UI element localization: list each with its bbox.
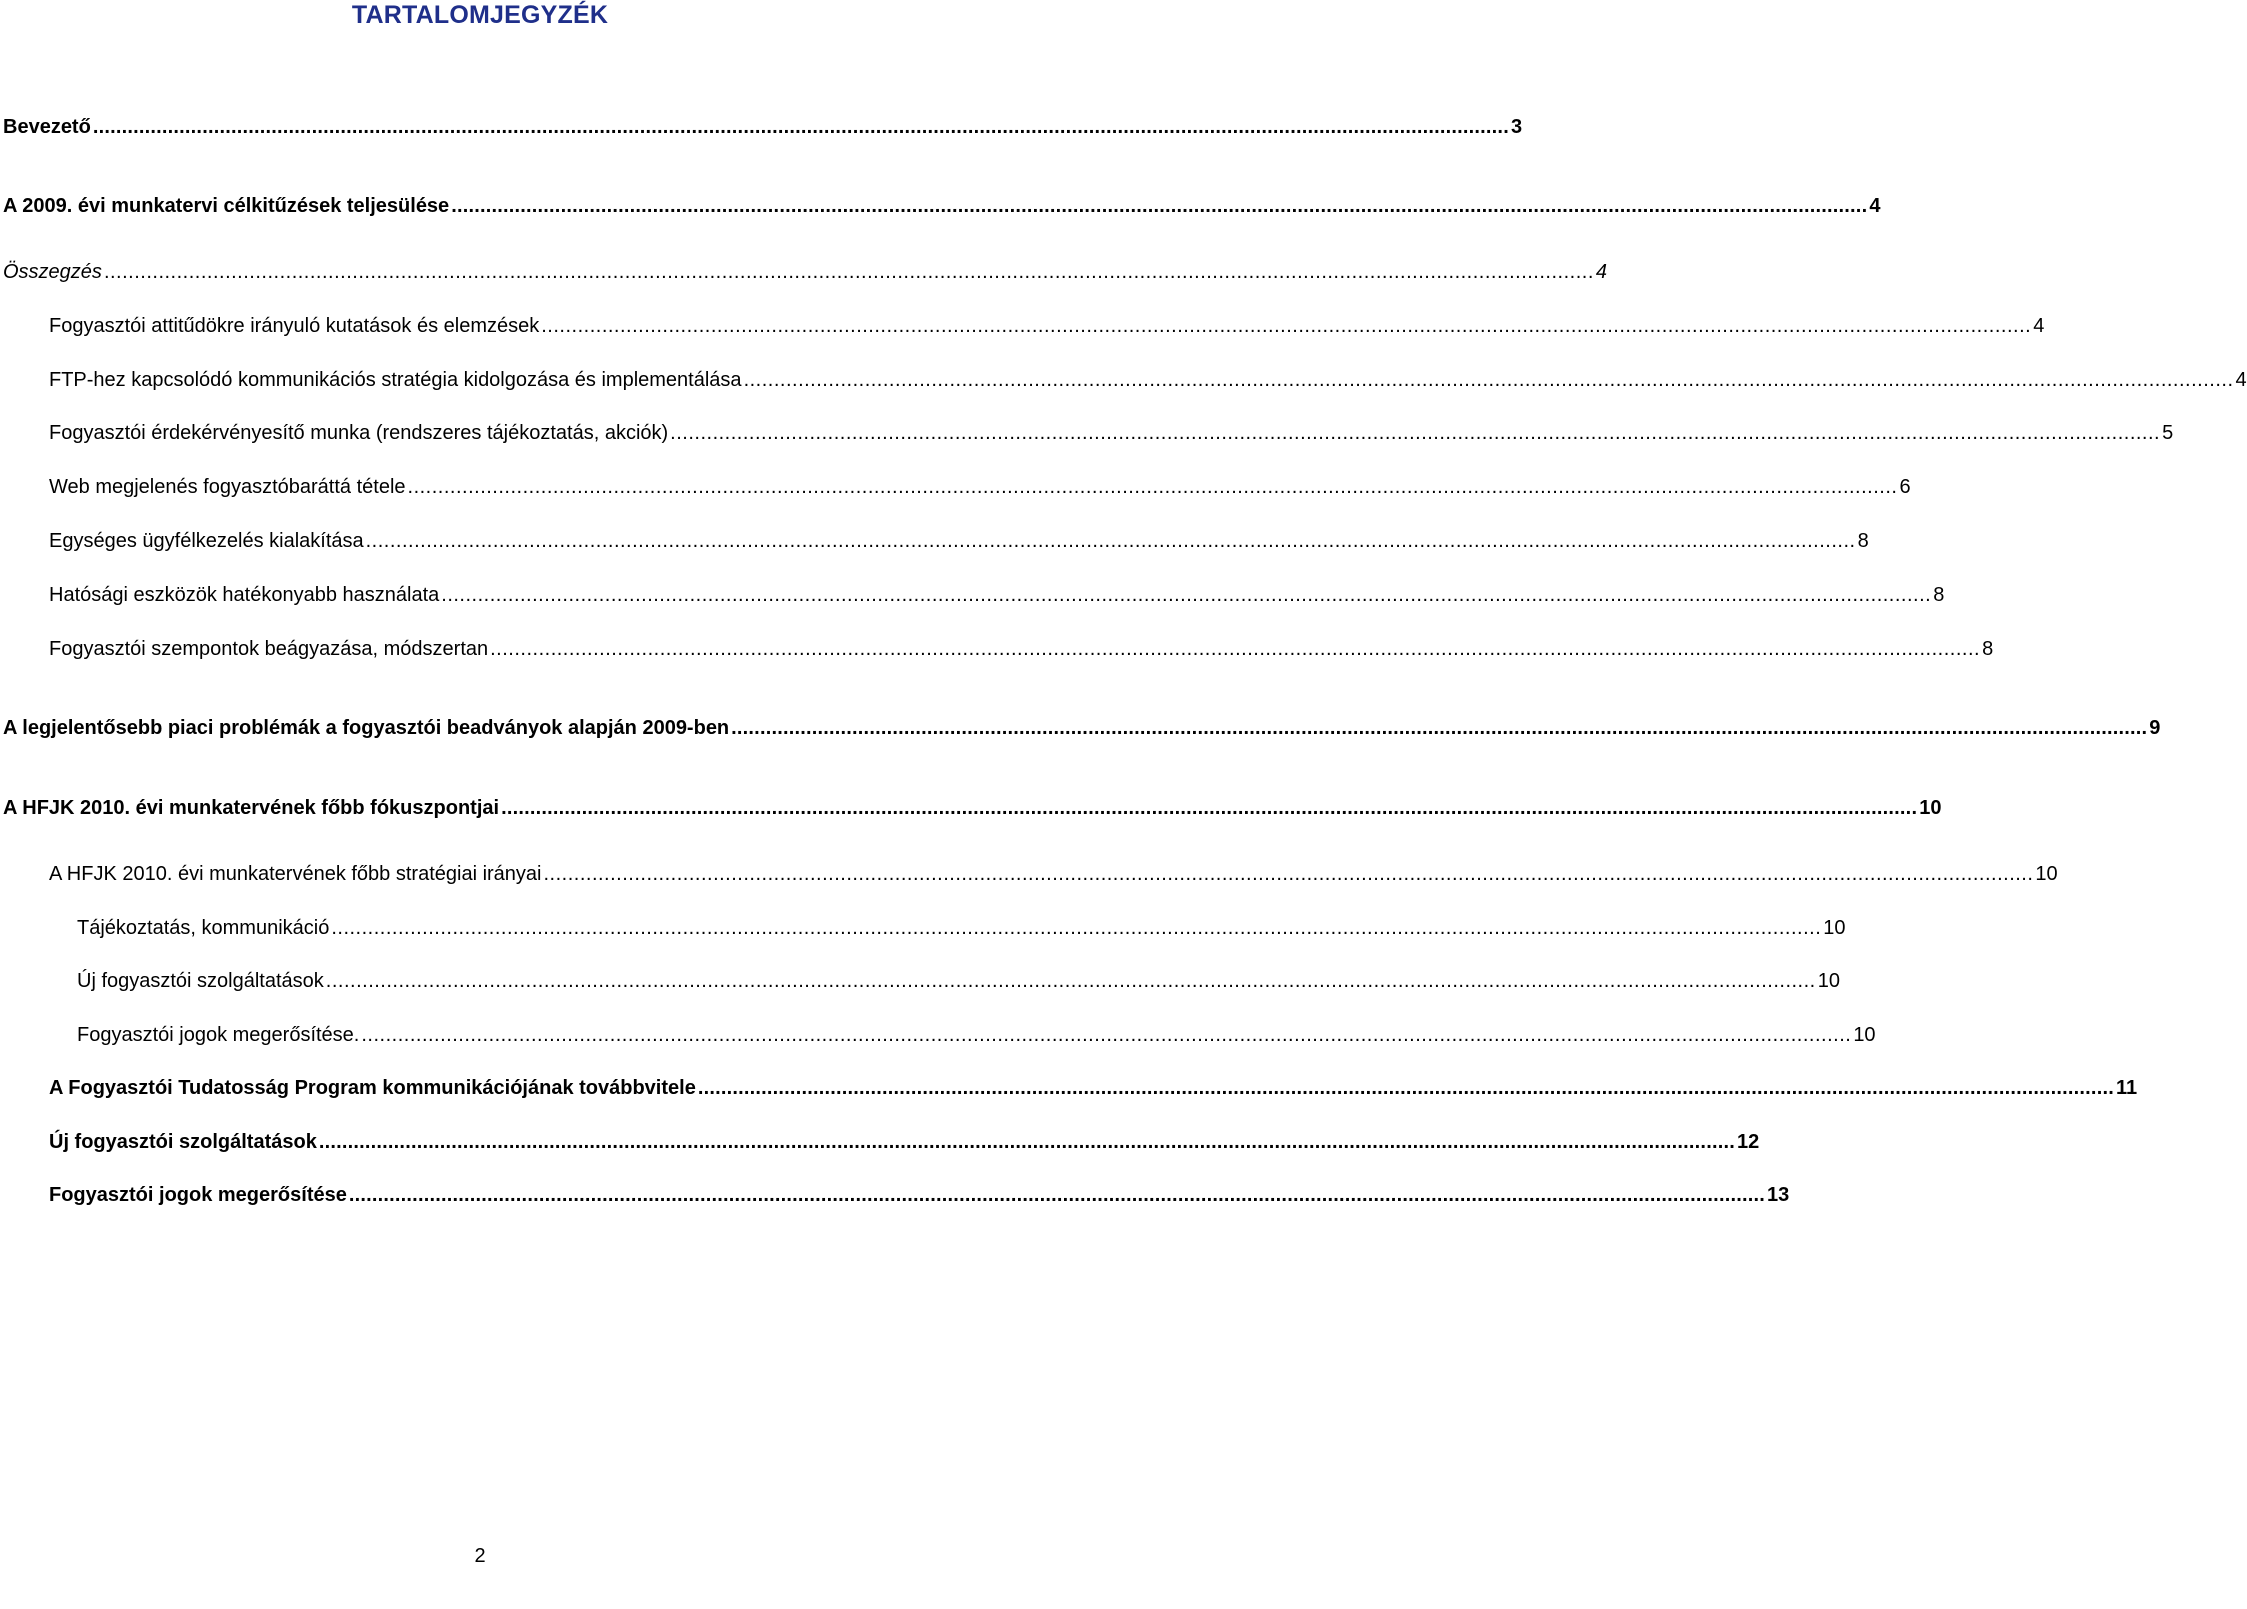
toc-entry-ftp-tovabbvitel[interactable] xyxy=(49,1075,2138,1101)
dot-leader: ...................................................................................................................................................................................................................................................... xyxy=(318,1131,1735,1153)
toc-entry-page: 10 xyxy=(1817,970,1840,992)
dot-leader: ...................................................................................................................................................................................................................................................... xyxy=(348,1184,1765,1206)
toc-entry-page: 12 xyxy=(1736,1131,1760,1153)
toc-entry-text: A HFJK 2010. évi munkatervének főbb fókuszpontjai xyxy=(3,797,500,819)
toc-entry-text: Egységes ügyfélkezelés kialakítása xyxy=(49,530,364,552)
toc-entry-ftp-kommunikacio[interactable] xyxy=(49,367,2247,393)
toc-entry-page: 10 xyxy=(1823,917,1846,939)
dot-leader: ...................................................................................................................................................................................................................................................... xyxy=(103,261,1594,283)
dot-leader: ...................................................................................................................................................................................................................................................... xyxy=(441,584,1932,606)
toc-entry-page: 4 xyxy=(2235,369,2247,391)
toc-entry-page: 11 xyxy=(2115,1077,2138,1099)
dot-leader: ...................................................................................................................................................................................................................................................... xyxy=(697,1077,2114,1099)
toc-entry-page: 6 xyxy=(1899,476,1911,498)
toc-entry-page: 8 xyxy=(1857,530,1869,552)
toc-entry-page: 8 xyxy=(1982,638,1994,660)
dot-leader: ...................................................................................................................................................................................................................................................... xyxy=(325,970,1816,992)
toc-entry-jogok-megerositese[interactable] xyxy=(49,1182,1790,1208)
toc-entry-text: Bevezető xyxy=(3,116,91,138)
toc-title: TARTALOMJEGYZÉK xyxy=(351,1,609,29)
toc-entry-uj-szolgaltatasok-sub[interactable] xyxy=(77,968,1840,994)
toc-entry-text: Fogyasztói jogok megerősítése xyxy=(49,1184,347,1206)
dot-leader: ...................................................................................................................................................................................................................................................... xyxy=(743,369,2234,391)
toc-entry-ugyfelkezeles[interactable] xyxy=(49,528,1869,554)
toc-entry-jogok-megerositese-sub[interactable] xyxy=(77,1022,1876,1048)
toc-entry-uj-szolgaltatasok[interactable] xyxy=(49,1129,1760,1155)
toc-entry-text: Összegzés xyxy=(3,261,102,283)
toc-entry-text: A legjelentősebb piaci problémák a fogyasztói beadványok alapján 2009-ben xyxy=(3,717,730,739)
dot-leader: ...................................................................................................................................................................................................................................................... xyxy=(365,530,1856,552)
toc-entry-tajekoztatas[interactable] xyxy=(77,915,1846,941)
dot-leader: ...................................................................................................................................................................................................................................................... xyxy=(541,315,2032,337)
toc-entry-text: Fogyasztói érdekérvényesítő munka (rendszeres tájékoztatás, akciók) xyxy=(49,422,669,444)
toc-entry-text: FTP-hez kapcsolódó kommunikációs stratégia kidolgozása és implementálása xyxy=(49,369,742,391)
page-number: 2 xyxy=(474,1545,486,1567)
dot-leader: ...................................................................................................................................................................................................................................................... xyxy=(407,476,1898,498)
toc-entry-text: Fogyasztói attitűdökre irányuló kutatások és elemzések xyxy=(49,315,540,337)
toc-entry-text: Új fogyasztói szolgáltatások xyxy=(49,1131,317,1153)
toc-entry-munkatervi-celkituzesek[interactable] xyxy=(3,193,1881,219)
toc-entry-text: A HFJK 2010. évi munkatervének főbb stratégiai irányai xyxy=(49,863,542,885)
toc-entry-osszegzes[interactable] xyxy=(3,259,1607,285)
toc-entry-text: Fogyasztói szempontok beágyazása, módszertan xyxy=(49,638,489,660)
toc-entry-text: Új fogyasztói szolgáltatások xyxy=(77,970,324,992)
dot-leader: ...................................................................................................................................................................................................................................................... xyxy=(361,1024,1852,1046)
toc-entry-page: 4 xyxy=(1595,261,1607,283)
toc-entry-page: 8 xyxy=(1933,584,1945,606)
dot-leader: ...................................................................................................................................................................................................................................................... xyxy=(490,638,1981,660)
toc-entry-text: A Fogyasztói Tudatosság Program kommunikációjának továbbvitele xyxy=(49,1077,696,1099)
toc-entry-page: 4 xyxy=(2033,315,2045,337)
toc-entry-text: Fogyasztói jogok megerősítése. xyxy=(77,1024,360,1046)
toc-entry-hfjk-strategiai-iranyok[interactable] xyxy=(49,861,2058,887)
dot-leader: ...................................................................................................................................................................................................................................................... xyxy=(331,917,1822,939)
toc-entry-erdekervenyesites[interactable] xyxy=(49,420,2174,446)
toc-entry-page: 10 xyxy=(1919,797,1942,819)
toc-entry-text: Tájékoztatás, kommunikáció xyxy=(77,917,330,939)
toc-entry-attitud-kutatasok[interactable] xyxy=(49,313,2045,339)
toc-entry-text: Hatósági eszközök hatékonyabb használata xyxy=(49,584,440,606)
toc-entry-page: 9 xyxy=(2149,717,2161,739)
toc-entry-page: 4 xyxy=(1869,195,1881,217)
dot-leader: ...................................................................................................................................................................................................................................................... xyxy=(731,717,2148,739)
toc-entry-bevezeto[interactable] xyxy=(3,114,1523,140)
toc-entry-web-megjelenes[interactable] xyxy=(49,474,1911,500)
dot-leader: ...................................................................................................................................................................................................................................................... xyxy=(670,422,2161,444)
dot-leader: ...................................................................................................................................................................................................................................................... xyxy=(501,797,1918,819)
toc-entry-fogyasztoi-szempontok[interactable] xyxy=(49,636,1994,662)
toc-entry-page: 3 xyxy=(1510,116,1523,138)
toc-entry-page: 5 xyxy=(2162,422,2174,444)
toc-entry-hfjk-fokuszpontok[interactable] xyxy=(3,795,1942,821)
toc-entry-page: 10 xyxy=(1853,1024,1876,1046)
toc-entry-page: 13 xyxy=(1767,1184,1790,1206)
toc-entry-page: 10 xyxy=(2035,863,2058,885)
toc-entry-hatosagi-eszkozok[interactable] xyxy=(49,582,1945,608)
dot-leader: ...................................................................................................................................................................................................................................................... xyxy=(92,116,1509,138)
dot-leader: ...................................................................................................................................................................................................................................................... xyxy=(543,863,2034,885)
toc-entry-text: Web megjelenés fogyasztóbaráttá tétele xyxy=(49,476,406,498)
toc-entry-text: A 2009. évi munkatervi célkitűzések teljesülése xyxy=(3,195,450,217)
toc-entry-piaci-problemak[interactable] xyxy=(3,715,2161,741)
dot-leader: ...................................................................................................................................................................................................................................................... xyxy=(451,195,1868,217)
